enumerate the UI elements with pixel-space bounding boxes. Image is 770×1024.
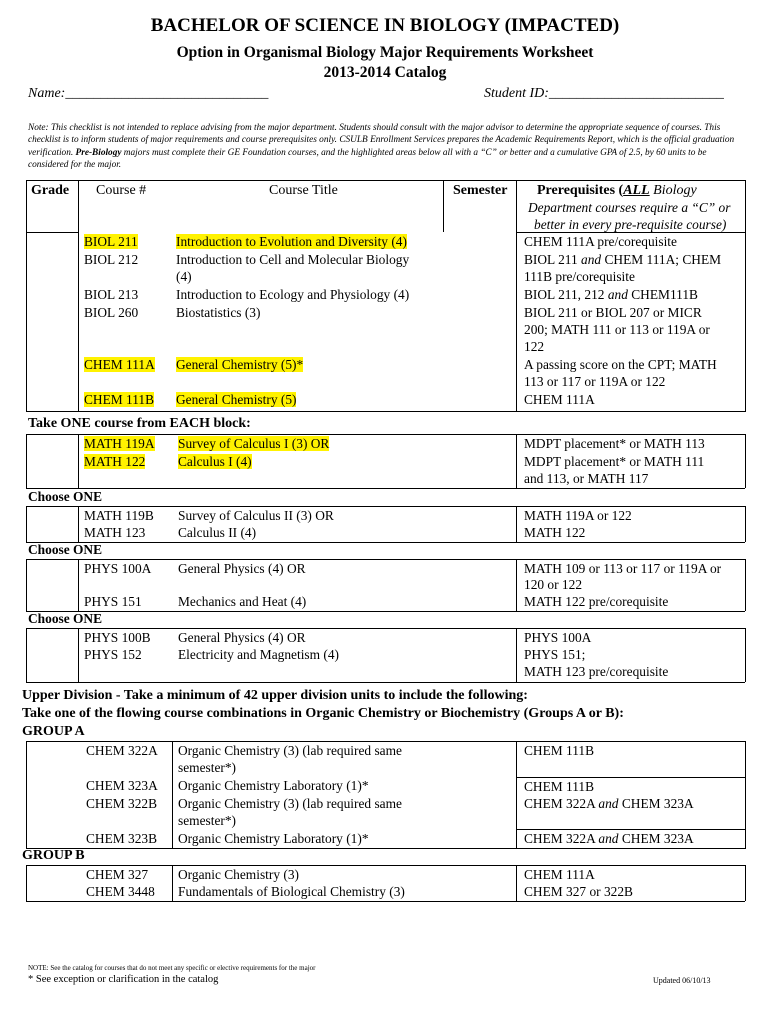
course-prereq-cont: 122	[524, 339, 545, 354]
block-rule	[78, 628, 79, 682]
prereq-header: Prerequisites (ALL Biology	[537, 183, 697, 198]
course-number: BIOL 211	[84, 234, 138, 249]
block-rule	[26, 434, 27, 488]
course-prereq: MATH 122	[524, 525, 586, 540]
course-title: Organic Chemistry (3)	[178, 867, 299, 882]
course-title: Organic Chemistry Laboratory (1)*	[178, 831, 369, 846]
table-top-rule	[26, 180, 745, 181]
block-rule	[516, 559, 517, 611]
prereq-header-line3: better in every pre-requisite course)	[534, 217, 727, 232]
course-prereq: MDPT placement* or MATH 113	[524, 436, 705, 451]
course-prereq-cont: 200; MATH 111 or 113 or 119A or	[524, 322, 710, 337]
name-field[interactable]: Name:_____________________________	[28, 86, 269, 101]
course-prereq: MATH 119A or 122	[524, 508, 632, 523]
course-prereq: CHEM 111A	[524, 867, 595, 882]
course-title: Introduction to Ecology and Physiology (4)	[176, 287, 410, 302]
course-number: CHEM 322A	[86, 743, 158, 758]
course-prereq: CHEM 111A	[524, 392, 595, 407]
course-number: MATH 123	[84, 525, 146, 540]
upper-division-instruction: Take one of the flowing course combinations in Organic Chemistry or Biochemistry (Groups A or B):	[22, 706, 624, 721]
group-b-rule	[516, 865, 517, 901]
block-rule	[78, 434, 79, 488]
grade-header: Grade	[31, 183, 70, 198]
course-title: General Chemistry (5)*	[176, 357, 304, 372]
course-title-cont: semester*)	[178, 813, 237, 828]
choose-one-label: Choose ONE	[28, 489, 103, 504]
catalog-year: 2013-2014 Catalog	[323, 64, 447, 81]
block-rule	[516, 506, 517, 542]
block-rule	[745, 506, 746, 542]
course-title: Organic Chemistry Laboratory (1)*	[178, 778, 369, 793]
course-header: Course #	[96, 183, 147, 198]
course-title: Introduction to Evolution and Diversity (4)	[176, 234, 407, 249]
block-bottom-rule	[26, 542, 745, 543]
course-title: Electricity and Magnetism (4)	[178, 647, 340, 662]
block-bottom-rule	[26, 611, 745, 612]
course-title: Calculus II (4)	[178, 525, 257, 540]
block-rule	[745, 434, 746, 488]
course-number: CHEM 327	[86, 867, 149, 882]
course-title-cont: (4)	[176, 269, 192, 284]
course-number: PHYS 151	[84, 594, 142, 609]
course-number: BIOL 212	[84, 252, 139, 267]
course-title: Introduction to Cell and Molecular Biology	[176, 252, 410, 267]
block-rule	[26, 506, 27, 542]
course-prereq-cont: 120 or 122	[524, 577, 583, 592]
course-prereq: MDPT placement* or MATH 111	[524, 454, 705, 469]
each-block-heading: Take ONE course from EACH block:	[28, 416, 251, 431]
course-prereq: BIOL 211 or BIOL 207 or MICR	[524, 305, 702, 320]
course-number: PHYS 100A	[84, 561, 152, 576]
block-rule	[516, 628, 517, 682]
course-prereq: PHYS 151;	[524, 647, 586, 662]
block-rule	[78, 506, 79, 542]
semester-col-rule-left	[443, 180, 444, 232]
course-prereq: CHEM 111A pre/corequisite	[524, 234, 677, 249]
course-prereq: PHYS 100A	[524, 630, 592, 645]
course-prereq: CHEM 327 or 322B	[524, 884, 633, 899]
course-number: MATH 122	[84, 454, 146, 469]
course-number: BIOL 260	[84, 305, 139, 320]
block-rule	[26, 559, 27, 611]
course-title-header: Course Title	[269, 183, 338, 198]
block-rule	[516, 434, 517, 488]
block-bottom-rule	[26, 682, 745, 683]
course-title: Survey of Calculus II (3) OR	[178, 508, 334, 523]
course-number: MATH 119A	[84, 436, 155, 451]
course-number: CHEM 111A	[84, 357, 155, 372]
course-prereq: CHEM 322A and CHEM 323A	[524, 796, 694, 811]
footer-asterisk-note: * See exception or clarification in the catalog	[28, 974, 219, 985]
choose-one-label: Choose ONE	[28, 611, 103, 626]
student-id-field[interactable]: Student ID:_________________________	[484, 86, 724, 101]
course-prereq-cont: 111B pre/corequisite	[524, 269, 635, 284]
group-b-rule	[745, 865, 746, 901]
course-prereq: CHEM 111B	[524, 743, 595, 758]
course-prereq: CHEM 322A and CHEM 323A	[524, 831, 694, 846]
block-rule	[26, 628, 27, 682]
grade-header-rule	[26, 232, 79, 233]
course-number: CHEM 322B	[86, 796, 158, 811]
advising-note: Note: This checklist is not intended to replace advising from the major department. Students should consult with the major advisor to determine the appropriate sequence of courses. This checklist is to inform students of major requirements and course prerequisites only. CSULB Enrollment Services prepares the Academic Requirements Report, which is the official graduation verification. Pre-Biology majors must complete their GE Foundation courses, and the highlighted areas below all with a “C” or better and a cumulative GPA of 2.5, by 60 units to be considered for the major.	[28, 123, 735, 170]
updated-date: Updated 06/10/13	[653, 976, 711, 985]
table-left-rule	[26, 180, 27, 412]
group-b-rule	[26, 865, 27, 901]
course-title: General Chemistry (5)	[176, 392, 297, 407]
course-title: Organic Chemistry (3) (lab required same	[178, 796, 402, 811]
course-prereq: CHEM 111B	[524, 779, 595, 794]
block-bottom-rule	[26, 488, 745, 489]
document-title: BACHELOR OF SCIENCE IN BIOLOGY (IMPACTED)	[150, 15, 620, 36]
course-title: Calculus I (4)	[178, 454, 252, 469]
group-a-label: GROUP A	[22, 724, 85, 739]
table-right-rule	[745, 180, 746, 412]
course-title: General Physics (4) OR	[178, 561, 306, 576]
course-prereq: A passing score on the CPT; MATH	[524, 357, 717, 372]
group-b-bottom-rule	[26, 901, 745, 902]
group-b-rule	[172, 865, 173, 901]
course-title: Fundamentals of Biological Chemistry (3)	[178, 884, 405, 899]
course-title: Organic Chemistry (3) (lab required same	[178, 743, 402, 758]
course-prereq: BIOL 211, 212 and CHEM111B	[524, 287, 698, 302]
semester-header: Semester	[453, 183, 508, 198]
document-subtitle: Option in Organismal Biology Major Requirements Worksheet	[176, 44, 594, 61]
course-number: CHEM 323A	[86, 778, 158, 793]
block-rule	[78, 559, 79, 611]
group-a-rule	[172, 741, 173, 849]
course-title: Survey of Calculus I (3) OR	[178, 436, 330, 451]
grade-col-rule	[78, 180, 79, 412]
table-bottom-rule	[26, 411, 745, 412]
course-number: CHEM 111B	[84, 392, 155, 407]
course-number: MATH 119B	[84, 508, 154, 523]
upper-division-heading: Upper Division - Take a minimum of 42 upper division units to include the following:	[22, 688, 528, 703]
group-a-rule	[745, 741, 746, 849]
course-prereq: BIOL 211 and CHEM 111A; CHEM	[524, 252, 722, 267]
group-a-rule	[26, 741, 27, 849]
course-number: BIOL 213	[84, 287, 139, 302]
course-prereq: MATH 109 or 113 or 117 or 119A or	[524, 561, 722, 576]
group-b-label: GROUP B	[22, 848, 85, 863]
footer-note: NOTE: See the catalog for courses that do not meet any specific or elective requirements for the major	[28, 964, 316, 972]
group-a-rule	[516, 741, 517, 849]
course-prereq-cont: MATH 123 pre/corequisite	[524, 664, 669, 679]
course-prereq-cont: and 113, or MATH 117	[524, 471, 649, 486]
group-a-bottom-rule	[26, 848, 745, 849]
block-rule	[745, 628, 746, 682]
course-title: Biostatistics (3)	[176, 305, 261, 320]
semester-col-rule-right	[516, 180, 517, 412]
course-title: General Physics (4) OR	[178, 630, 306, 645]
course-number: PHYS 152	[84, 647, 142, 662]
course-number: CHEM 3448	[86, 884, 155, 899]
course-number: CHEM 323B	[86, 831, 158, 846]
prereq-header-line2: Department courses require a “C” or	[528, 200, 731, 215]
course-title-cont: semester*)	[178, 760, 237, 775]
course-prereq: MATH 122 pre/corequisite	[524, 594, 669, 609]
course-prereq-cont: 113 or 117 or 119A or 122	[524, 374, 666, 389]
course-title: Mechanics and Heat (4)	[178, 594, 307, 609]
course-number: PHYS 100B	[84, 630, 151, 645]
block-rule	[745, 559, 746, 611]
choose-one-label: Choose ONE	[28, 542, 103, 557]
